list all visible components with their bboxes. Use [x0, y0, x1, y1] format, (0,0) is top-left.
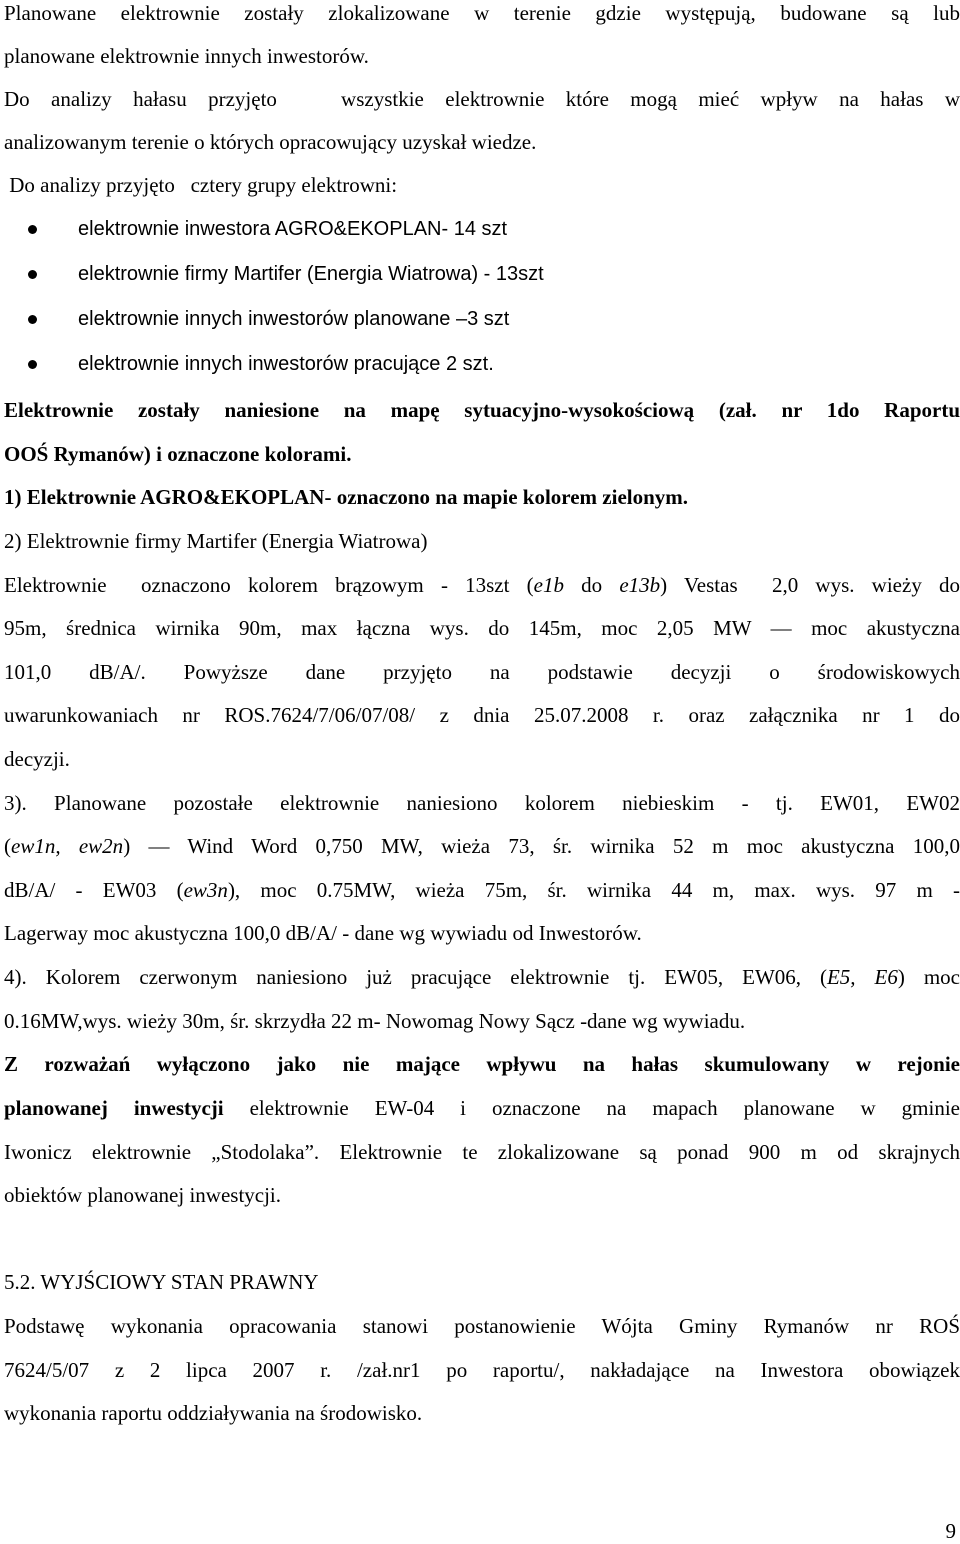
item-2-line-1: 2) Elektrownie firmy Martifer (Energia Wiatrowa) — [4, 529, 428, 553]
map-note-line-2: OOŚ Rymanów) i oznaczone kolorami. — [4, 442, 352, 466]
bullet-dot — [28, 360, 37, 369]
intro-line-5: Do analizy przyjęto cztery grupy elektrowni: — [4, 173, 398, 197]
bullet-dot — [28, 270, 37, 279]
exclusion-line-3: Iwonicz elektrownie „Stodolaka”. Elektrownie te zlokalizowane są ponad 900 m od skrajnych — [4, 1140, 960, 1164]
item-2-line-5: uwarunkowaniach nr ROS.7624/7/06/07/08/ z dnia 25.07.2008 r. oraz załącznika nr 1 do — [4, 703, 960, 727]
exclusion-line-2: planowanej inwestycji elektrownie EW-04 i oznaczone na mapach planowane w gminie — [4, 1096, 960, 1120]
page-number: 9 — [945, 1519, 956, 1543]
bullet-dot — [28, 225, 37, 234]
item-4-line-2: 0.16MW,wys. wieży 30m, śr. skrzydła 22 m- Nowomag Nowy Sącz -dane wg wywiadu. — [4, 1009, 746, 1033]
map-note-line-1: Elektrownie zostały naniesione na mapę sytuacyjno-wysokościową (zał. nr 1do Raportu — [4, 398, 960, 422]
bullet-item-agro: elektrownie inwestora AGRO&EKOPLAN- 14 szt — [78, 218, 508, 240]
section-heading: 5.2. WYJŚCIOWY STAN PRAWNY — [4, 1270, 319, 1294]
item-3-line-1: 3). Planowane pozostałe elektrownie naniesiono kolorem niebieskim - tj. EW01, EW02 — [4, 791, 960, 815]
bullet-item-planned: elektrownie innych inwestorów planowane –3 szt — [78, 308, 510, 330]
item-3-line-4: Lagerway moc akustyczna 100,0 dB/A/ - dane wg wywiadu od Inwestorów. — [4, 921, 642, 945]
intro-line-1: Planowane elektrownie zostały zlokalizowane w terenie gdzie występują, budowane są lub — [4, 1, 960, 25]
item-2-line-4: 101,0 dB/A/. Powyższe dane przyjęto na podstawie decyzji o środowiskowych — [4, 660, 960, 684]
intro-line-2: planowane elektrownie innych inwestorów. — [4, 44, 369, 68]
item-2-line-2: Elektrownie oznaczono kolorem brązowym - 13szt (e1b do e13b) Vestas 2,0 wys. wieży do — [4, 573, 960, 597]
item-4-line-1: 4). Kolorem czerwonym naniesiono już pracujące elektrownie tj. EW05, EW06, (E5, E6) moc — [4, 965, 960, 989]
intro-line-4: analizowanym terenie o których opracowujący uzyskał wiedze. — [4, 130, 537, 154]
section-line-3: wykonania raportu oddziaływania na środowisko. — [4, 1401, 423, 1425]
item-2-line-6: decyzji. — [4, 747, 70, 771]
bullet-item-martifer: elektrownie firmy Martifer (Energia Wiatrowa) - 13szt — [78, 263, 544, 285]
item-1: 1) Elektrownie AGRO&EKOPLAN- oznaczono na mapie kolorem zielonym. — [4, 485, 689, 509]
exclusion-line-1: Z rozważań wyłączono jako nie mające wpływu na hałas skumulowany w rejonie — [4, 1052, 960, 1076]
bullet-item-working: elektrownie innych inwestorów pracujące 2 szt. — [78, 353, 494, 375]
item-2-line-3: 95m, średnica wirnika 90m, max łączna wys. do 145m, moc 2,05 MW — moc akustyczna — [4, 616, 960, 640]
intro-line-3: Do analizy hałasu przyjęto wszystkie elektrownie które mogą mieć wpływ na hałas w — [4, 87, 960, 111]
item-3-line-3: dB/A/ - EW03 (ew3n), moc 0.75MW, wieża 75m, śr. wirnika 44 m, max. wys. 97 m - — [4, 878, 960, 902]
item-3-line-2: (ew1n, ew2n) — Wind Word 0,750 MW, wieża 73, śr. wirnika 52 m moc akustyczna 100,0 — [4, 834, 960, 858]
bullet-dot — [28, 315, 37, 324]
exclusion-line-4: obiektów planowanej inwestycji. — [4, 1183, 282, 1207]
section-line-2: 7624/5/07 z 2 lipca 2007 r. /zał.nr1 po raportu/, nakładające na Inwestora obowiązek — [4, 1358, 960, 1382]
section-line-1: Podstawę wykonania opracowania stanowi postanowienie Wójta Gminy Rymanów nr ROŚ — [4, 1314, 960, 1338]
